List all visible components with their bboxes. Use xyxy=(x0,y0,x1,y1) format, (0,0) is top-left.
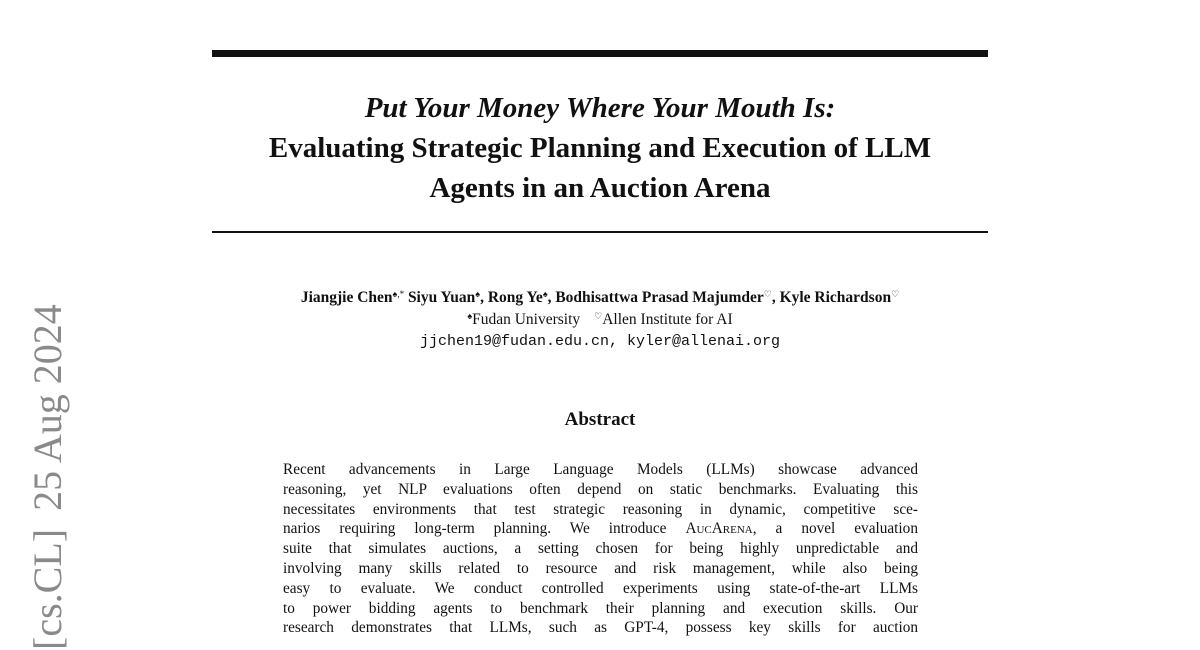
author-marks: ♡ xyxy=(891,289,900,299)
abstract-line: to power bidding agents to benchmark their planning and execution skills. Our xyxy=(283,599,918,617)
abstract-line: easy to evaluate. We conduct controlled experiments using state-of-the-art LLMs xyxy=(283,579,918,597)
arxiv-date: 25 Aug 2024 xyxy=(25,304,70,511)
title-line-2: Evaluating Strategic Planning and Execution of LLM xyxy=(268,132,932,164)
abstract-line: necessitates environments that test strategic reasoning in dynamic, competitive sce- xyxy=(283,500,918,518)
abstract-heading: Abstract xyxy=(564,409,636,430)
author-marks: ♠,* xyxy=(392,289,405,299)
author-name: Siyu Yuan xyxy=(407,289,476,306)
affiliation-mark: ♠ xyxy=(467,311,473,321)
author-list xyxy=(200,288,1000,308)
title-line-1: Put Your Money Where Your Mouth Is: xyxy=(364,92,836,124)
title-line-3: Agents in an Auction Arena xyxy=(429,172,771,204)
affiliation-name: Allen Institute for AI xyxy=(602,311,733,328)
title-bottom-rule xyxy=(212,231,988,233)
abstract-line: involving many skills related to resource and risk management, while also being xyxy=(283,559,918,577)
author-marks: ♠ xyxy=(542,289,548,299)
abstract-line: narios requiring long-term planning. We introduce AucArena, a novel evaluation xyxy=(283,520,918,538)
affiliation-name: Fudan University xyxy=(472,311,581,328)
author-name: Jiangjie Chen xyxy=(300,289,393,306)
author-separator: , xyxy=(547,289,556,306)
paper-title xyxy=(212,88,988,208)
author-separator: , xyxy=(480,289,488,306)
arxiv-stamp-text xyxy=(26,300,70,650)
author-marks: ♠ xyxy=(475,289,481,299)
abstract-line: reasoning, yet NLP evaluations often depend on static benchmarks. Evaluating this xyxy=(283,480,918,498)
author-separator: , xyxy=(771,289,780,306)
abstract-line: suite that simulates auctions, a setting chosen for being highly unpredictable and xyxy=(283,540,918,558)
affiliation-list xyxy=(200,310,1000,330)
author-name: Kyle Richardson xyxy=(779,289,892,306)
author-name: Bodhisattwa Prasad Majumder xyxy=(555,289,764,306)
abstract-line: research demonstrates that LLMs, such as GPT-4, possess key skills for auction xyxy=(283,619,918,637)
abstract-line: Recent advancements in Large Language Models (LLMs) showcase advanced xyxy=(283,461,918,478)
aucarena-name: AucArena xyxy=(685,520,753,538)
title-top-rule xyxy=(212,50,988,57)
author-name: Rong Ye xyxy=(487,289,543,306)
abstract-body xyxy=(283,460,918,638)
author-marks: ♡ xyxy=(763,289,772,299)
affiliation-mark: ♡ xyxy=(594,311,603,321)
author-emails[interactable]: jjchen19@fudan.edu.cn, kyler@allenai.org xyxy=(419,333,781,350)
arxiv-category: [cs.CL] xyxy=(25,528,70,650)
